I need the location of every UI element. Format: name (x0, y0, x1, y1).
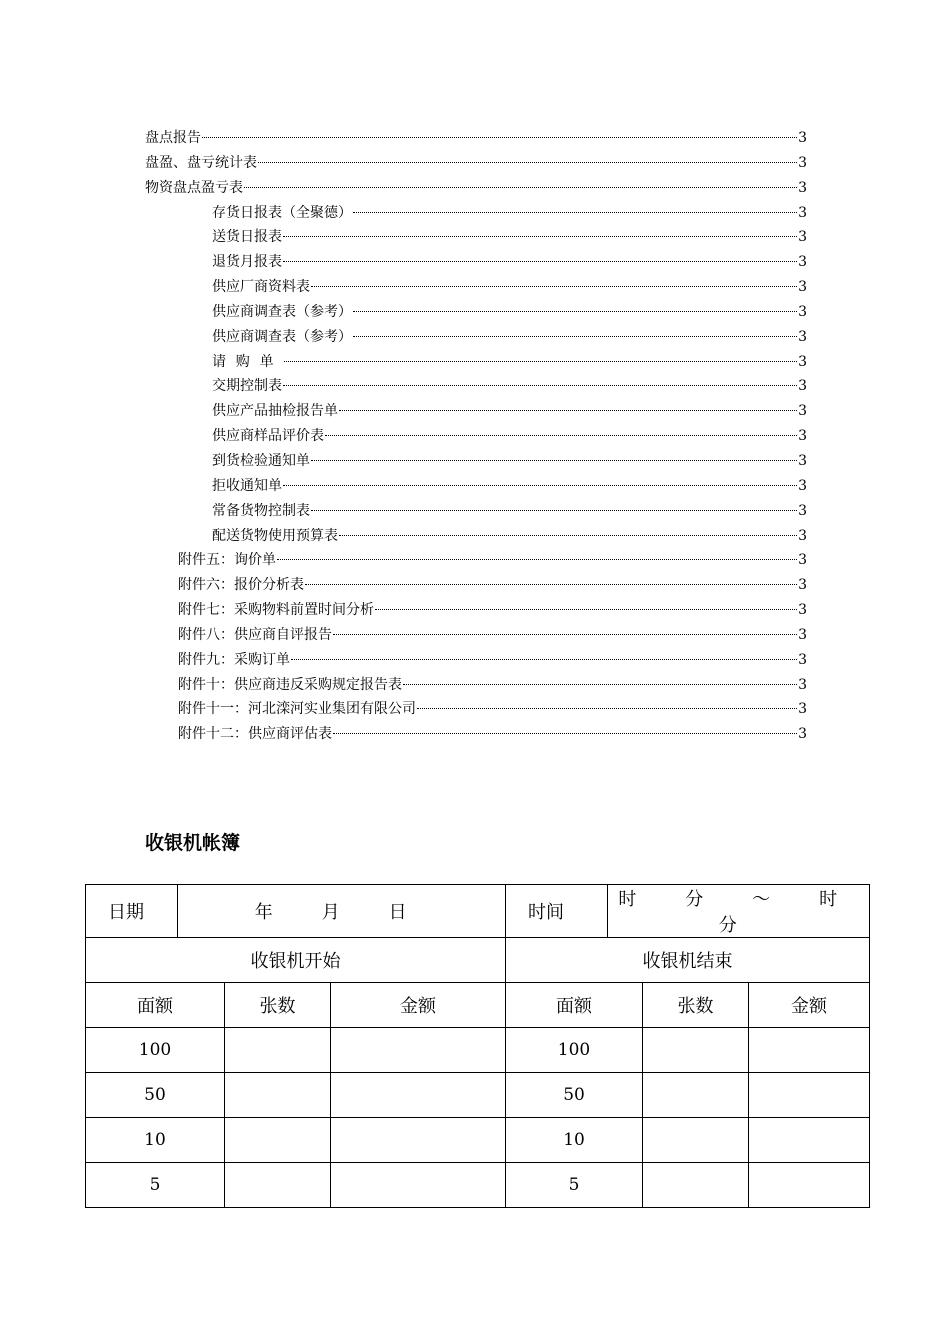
start-count-header: 张数 (225, 983, 331, 1028)
toc-entry-page: 3 (798, 328, 807, 345)
table-row (86, 1073, 870, 1118)
end-count-cell[interactable] (643, 1073, 749, 1118)
toc-dot-leader (277, 559, 797, 560)
toc-entry-title: 盘盈、盘亏统计表 (145, 154, 257, 171)
toc-dot-leader (353, 212, 797, 213)
ledger-body (86, 1028, 870, 1208)
toc-dot-leader (244, 187, 797, 188)
ledger-title: 收银机帐簿 (145, 832, 241, 854)
toc-dot-leader (305, 584, 797, 585)
start-amount-cell[interactable] (331, 1163, 506, 1208)
end-amount-cell[interactable] (749, 1163, 870, 1208)
toc-entry-title: 附件九：采购订单 (178, 651, 290, 668)
toc-entry-title: 供应商调查表（参考） (212, 303, 352, 320)
toc-dot-leader (283, 485, 797, 486)
toc-dot-leader (333, 634, 797, 635)
date-value-cell[interactable]: 年 月 日 (178, 885, 506, 938)
toc-entry-page: 3 (798, 403, 807, 420)
toc-entry[interactable] (145, 648, 807, 673)
toc-dot-leader (333, 733, 797, 734)
toc-entry-title: 常备货物控制表 (212, 502, 310, 519)
toc-dot-leader (311, 286, 797, 287)
toc-entry[interactable] (145, 548, 807, 573)
toc-entry-page: 3 (798, 130, 807, 146)
toc-entry[interactable] (145, 325, 807, 350)
start-count-cell[interactable] (225, 1163, 331, 1208)
end-amount-header: 金额 (749, 983, 870, 1028)
end-count-cell[interactable] (643, 1028, 749, 1073)
toc-entry-title: 供应厂商资料表 (212, 279, 310, 296)
toc-entry-page: 3 (798, 179, 807, 196)
toc-entry-title: 附件七：采购物料前置时间分析 (178, 602, 374, 619)
table-row (86, 1163, 870, 1208)
toc-entry-title: 送货日报表 (212, 229, 282, 246)
end-denomination-cell: 50 (506, 1073, 643, 1118)
toc-entry-page: 3 (798, 577, 807, 594)
toc-entry-title: 存货日报表（全聚德） (212, 204, 352, 221)
end-count-cell[interactable] (643, 1163, 749, 1208)
toc-entry[interactable] (145, 374, 807, 399)
toc-dot-leader (202, 137, 797, 138)
toc-dot-leader (353, 336, 797, 337)
toc-entry-page: 3 (798, 428, 807, 445)
toc-entry-title: 供应商调查表（参考） (212, 328, 352, 345)
toc-entry[interactable] (145, 275, 807, 300)
end-count-cell[interactable] (643, 1118, 749, 1163)
end-amount-cell[interactable] (749, 1073, 870, 1118)
toc-entry-title: 供应商样品评价表 (212, 428, 324, 445)
end-count-header: 张数 (643, 983, 749, 1028)
toc-entry[interactable] (145, 722, 807, 747)
toc-entry-title: 附件八：供应商自评报告 (178, 626, 332, 643)
toc-dot-leader (311, 460, 797, 461)
toc-dot-leader (417, 708, 797, 709)
toc-dot-leader (375, 609, 797, 610)
cash-register-ledger-table (85, 884, 870, 1208)
toc-entry-page: 3 (798, 452, 807, 469)
time-value-cell[interactable]: 时 分 ～ 时 分 (608, 885, 870, 938)
toc-entry-page: 3 (798, 676, 807, 693)
start-amount-header: 金额 (331, 983, 506, 1028)
toc-entry-page: 3 (798, 303, 807, 320)
start-denomination-cell: 50 (86, 1073, 225, 1118)
toc-entry-title: 盘点报告 (145, 130, 201, 146)
toc-entry-title: 附件十：供应商违反采购规定报告表 (178, 676, 402, 693)
toc-entry[interactable] (145, 697, 807, 722)
toc-dot-leader (291, 659, 797, 660)
date-label-cell: 日期 (86, 885, 178, 938)
start-amount-cell[interactable] (331, 1028, 506, 1073)
toc-entry-page: 3 (798, 726, 807, 743)
toc-dot-leader (283, 385, 797, 386)
register-start-header: 收银机开始 (86, 938, 506, 983)
toc-entry-title: 物资盘点盈亏表 (145, 179, 243, 196)
toc-entry-title: 拒收通知单 (212, 477, 282, 494)
toc-entry-page: 3 (798, 502, 807, 519)
table-of-contents (145, 126, 807, 747)
toc-entry-page: 3 (798, 353, 807, 370)
toc-entry[interactable] (145, 350, 807, 375)
toc-entry[interactable] (145, 225, 807, 250)
start-amount-cell[interactable] (331, 1073, 506, 1118)
toc-entry-title: 退货月报表 (212, 254, 282, 271)
toc-entry-page: 3 (798, 204, 807, 221)
toc-entry[interactable] (145, 424, 807, 449)
toc-entry-page: 3 (798, 552, 807, 569)
toc-entry-page: 3 (798, 701, 807, 718)
toc-entry[interactable] (145, 598, 807, 623)
toc-entry[interactable] (145, 449, 807, 474)
toc-entry-title: 附件十二：供应商评估表 (178, 726, 332, 743)
table-row (86, 1118, 870, 1163)
toc-dot-leader (339, 535, 797, 536)
toc-dot-leader (283, 236, 797, 237)
ledger-header-row (86, 885, 870, 938)
toc-entry-page: 3 (798, 229, 807, 246)
toc-dot-leader (283, 261, 797, 262)
toc-entry[interactable] (145, 300, 807, 325)
toc-entry[interactable] (145, 573, 807, 598)
toc-entry-page: 3 (798, 378, 807, 395)
start-count-cell[interactable] (225, 1028, 331, 1073)
table-row (86, 1028, 870, 1073)
toc-entry-page: 3 (798, 254, 807, 271)
toc-entry[interactable] (145, 474, 807, 499)
toc-entry[interactable] (145, 126, 807, 151)
start-denomination-header: 面额 (86, 983, 225, 1028)
end-denomination-cell: 5 (506, 1163, 643, 1208)
toc-entry-title: 附件五：询价单 (178, 552, 276, 569)
toc-entry[interactable] (145, 499, 807, 524)
toc-entry-title: 附件十一：河北滦河实业集团有限公司 (178, 701, 416, 718)
toc-entry-page: 3 (798, 527, 807, 544)
toc-entry[interactable] (145, 673, 807, 698)
toc-dot-leader (258, 162, 797, 163)
register-end-header: 收银机结束 (506, 938, 870, 983)
end-denomination-cell: 100 (506, 1028, 643, 1073)
start-denomination-cell: 100 (86, 1028, 225, 1073)
toc-entry-page: 3 (798, 602, 807, 619)
toc-entry-page: 3 (798, 626, 807, 643)
toc-entry[interactable] (145, 399, 807, 424)
start-count-cell[interactable] (225, 1073, 331, 1118)
end-amount-cell[interactable] (749, 1118, 870, 1163)
toc-entry-title: 到货检验通知单 (212, 452, 310, 469)
end-amount-cell[interactable] (749, 1028, 870, 1073)
toc-entry-title: 供应产品抽检报告单 (212, 403, 338, 420)
toc-entry-title: 请购单 (212, 353, 284, 370)
start-denomination-cell: 10 (86, 1118, 225, 1163)
toc-entry-page: 3 (798, 154, 807, 171)
start-denomination-cell: 5 (86, 1163, 225, 1208)
toc-dot-leader (325, 435, 797, 436)
toc-dot-leader (284, 361, 797, 362)
start-amount-cell[interactable] (331, 1118, 506, 1163)
ledger-section-row (86, 938, 870, 983)
toc-entry-title: 配送货物使用预算表 (212, 527, 338, 544)
toc-dot-leader (311, 510, 797, 511)
toc-dot-leader (403, 684, 797, 685)
toc-entry-title: 附件六：报价分析表 (178, 577, 304, 594)
toc-entry-page: 3 (798, 279, 807, 296)
end-denomination-cell: 10 (506, 1118, 643, 1163)
toc-dot-leader (353, 311, 797, 312)
toc-entry[interactable] (145, 524, 807, 549)
toc-entry[interactable] (145, 250, 807, 275)
toc-entry-page: 3 (798, 477, 807, 494)
toc-entry[interactable] (145, 151, 807, 176)
toc-entry[interactable] (145, 176, 807, 201)
ledger-column-header-row (86, 983, 870, 1028)
toc-entry-page: 3 (798, 651, 807, 668)
toc-entry-title: 交期控制表 (212, 378, 282, 395)
toc-dot-leader (339, 410, 797, 411)
toc-entry[interactable] (145, 623, 807, 648)
time-label-cell: 时间 (506, 885, 608, 938)
toc-entry[interactable] (145, 201, 807, 226)
start-count-cell[interactable] (225, 1118, 331, 1163)
end-denomination-header: 面额 (506, 983, 643, 1028)
